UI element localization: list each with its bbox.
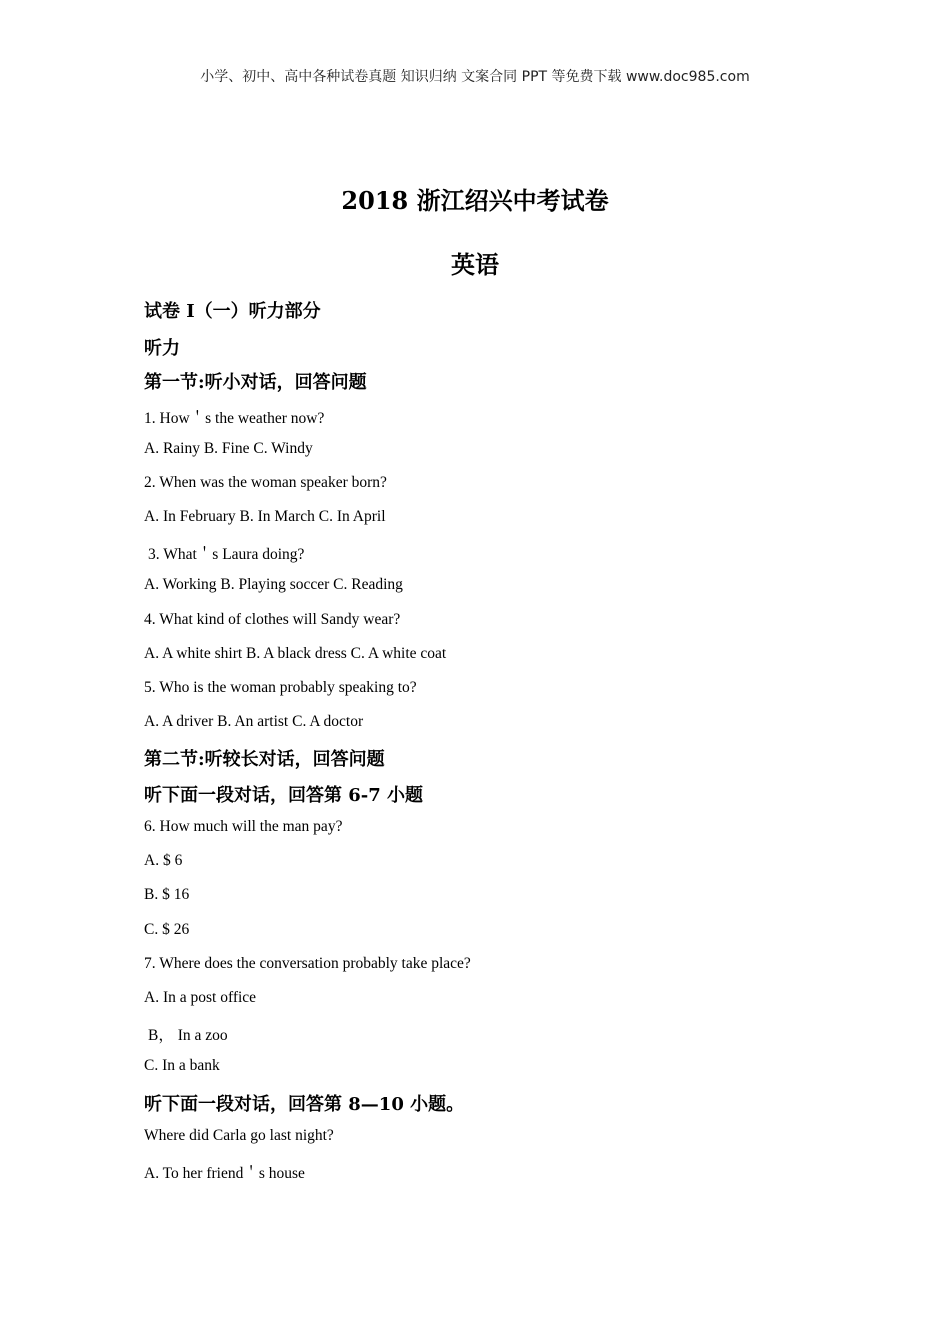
section1-heading: 第一节:听小对话，回答问题 — [144, 372, 367, 393]
question-7-option-a: A. In a post office — [144, 989, 257, 1006]
question-4-options: A. A white shirt B. A black dress C. A white coat — [144, 645, 447, 662]
question-5-options: A. A driver B. An artist C. A doctor — [144, 713, 364, 730]
question-7-option-c: C. In a bank — [144, 1057, 220, 1074]
question-7-option-b: B， In a zoo — [148, 1027, 228, 1044]
question-7: 7. Where does the conversation probably take place? — [144, 955, 471, 972]
question-6-option-c: C. $ 26 — [144, 921, 190, 938]
question-8: Where did Carla go last night? — [144, 1127, 334, 1144]
header-watermark-note: 小学、初中、高中各种试卷真题 知识归纳 文案合同 PPT 等免费下载 www.doc985.com — [200, 69, 750, 85]
subject-title: 英语 — [451, 250, 499, 279]
exam-title: 2018 浙江绍兴中考试卷 — [341, 186, 609, 215]
question-4: 4. What kind of clothes will Sandy wear? — [144, 611, 401, 628]
section2-heading: 第二节:听较长对话，回答问题 — [144, 749, 385, 770]
question-6: 6. How much will the man pay? — [144, 818, 343, 835]
question-6-option-b: B. $ 16 — [144, 886, 190, 903]
dialog1-heading: 听下面一段对话，回答第 6-7 小题 — [144, 785, 424, 806]
question-1-options: A. Rainy B. Fine C. Windy — [144, 440, 313, 457]
part-heading: 试卷 I（一）听力部分 — [144, 301, 321, 322]
question-1: 1. How＇s the weather now? — [144, 410, 325, 427]
question-2: 2. When was the woman speaker born? — [144, 474, 387, 491]
question-3: 3. What＇s Laura doing? — [148, 546, 305, 563]
question-6-option-a: A. $ 6 — [144, 852, 183, 869]
question-2-options: A. In February B. In March C. In April — [144, 508, 386, 525]
dialog2-heading: 听下面一段对话，回答第 8—10 小题。 — [144, 1094, 465, 1115]
question-3-options: A. Working B. Playing soccer C. Reading — [144, 576, 403, 593]
question-8-option-a: A. To her friend＇s house — [144, 1165, 305, 1182]
question-5: 5. Who is the woman probably speaking to? — [144, 679, 417, 696]
listening-label: 听力 — [144, 338, 180, 359]
